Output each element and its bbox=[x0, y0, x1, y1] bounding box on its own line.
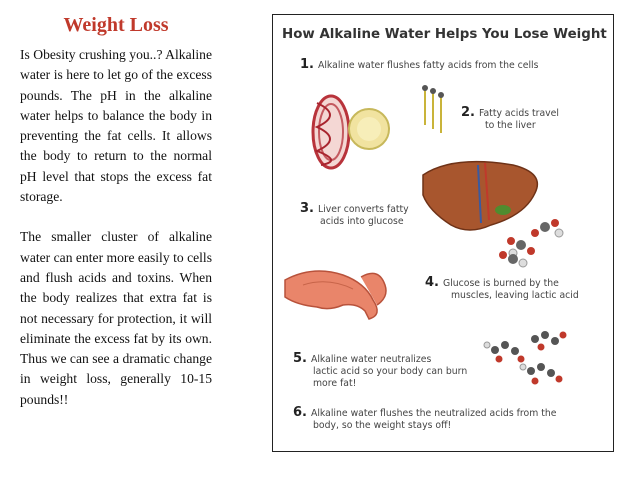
step-1 bbox=[300, 59, 538, 72]
step-4-number: 4. bbox=[425, 275, 439, 290]
step-1-text: Alkaline water flushes fatty acids from the cells bbox=[317, 60, 539, 71]
infographic bbox=[272, 14, 614, 452]
lactic-acid-molecules-icon bbox=[484, 331, 567, 385]
article-title: Weight Loss bbox=[63, 14, 169, 36]
step-4-text-line2: muscles, leaving lactic acid bbox=[451, 290, 579, 301]
glucose-molecules-icon bbox=[499, 219, 563, 267]
fat-cell-illustration bbox=[313, 96, 389, 168]
article-paragraph-2: The smaller cluster of alkaline water can enter more easily to cells and flush acids and toxins. When the body realizes that extra fat is not necessary for protection, it will eliminate the excess fat by its own. Thus we can see a dramatic change in weight loss, generally 10-15 pounds!! bbox=[20, 229, 212, 407]
article-column bbox=[20, 14, 212, 410]
muscle-arm-illustration bbox=[285, 271, 386, 319]
article-paragraph-1: Is Obesity crushing you..? Alkaline water is here to let go of the excess pounds. The pH in the alkaline water helps to balance the body in preventing the fat cells. It allows the body to return to the normal pH level that stops the excess fat storage. bbox=[20, 47, 212, 205]
infographic-title: How Alkaline Water Helps You Lose Weight bbox=[282, 27, 607, 42]
step-3-text-line1: Liver converts fatty bbox=[317, 204, 409, 215]
step-4 bbox=[425, 277, 579, 302]
step-2-number: 2. bbox=[461, 105, 475, 120]
step-5-text-line3: more fat! bbox=[313, 378, 357, 389]
step-6 bbox=[293, 407, 556, 432]
step-4-text-line1: Glucose is burned by the bbox=[442, 278, 559, 289]
step-6-number: 6. bbox=[293, 405, 307, 420]
step-2-text-line1: Fatty acids travel bbox=[478, 108, 559, 119]
step-5-number: 5. bbox=[293, 351, 307, 366]
step-2 bbox=[461, 107, 559, 132]
step-3-number: 3. bbox=[300, 201, 314, 216]
step-3-text-line2: acids into glucose bbox=[320, 216, 404, 227]
step-6-text-line1: Alkaline water flushes the neutralized acids from the bbox=[310, 408, 557, 419]
step-6-text-line2: body, so the weight stays off! bbox=[313, 420, 452, 431]
step-2-text-line2: to the liver bbox=[485, 120, 536, 131]
step-1-number: 1. bbox=[300, 57, 314, 72]
step-5 bbox=[293, 353, 467, 390]
step-5-text-line1: Alkaline water neutralizes bbox=[310, 354, 432, 365]
step-5-text-line2: lactic acid so your body can burn bbox=[313, 366, 468, 377]
step-3 bbox=[300, 203, 409, 228]
liver-illustration bbox=[423, 162, 537, 230]
fatty-acid-strands-icon bbox=[422, 85, 444, 133]
